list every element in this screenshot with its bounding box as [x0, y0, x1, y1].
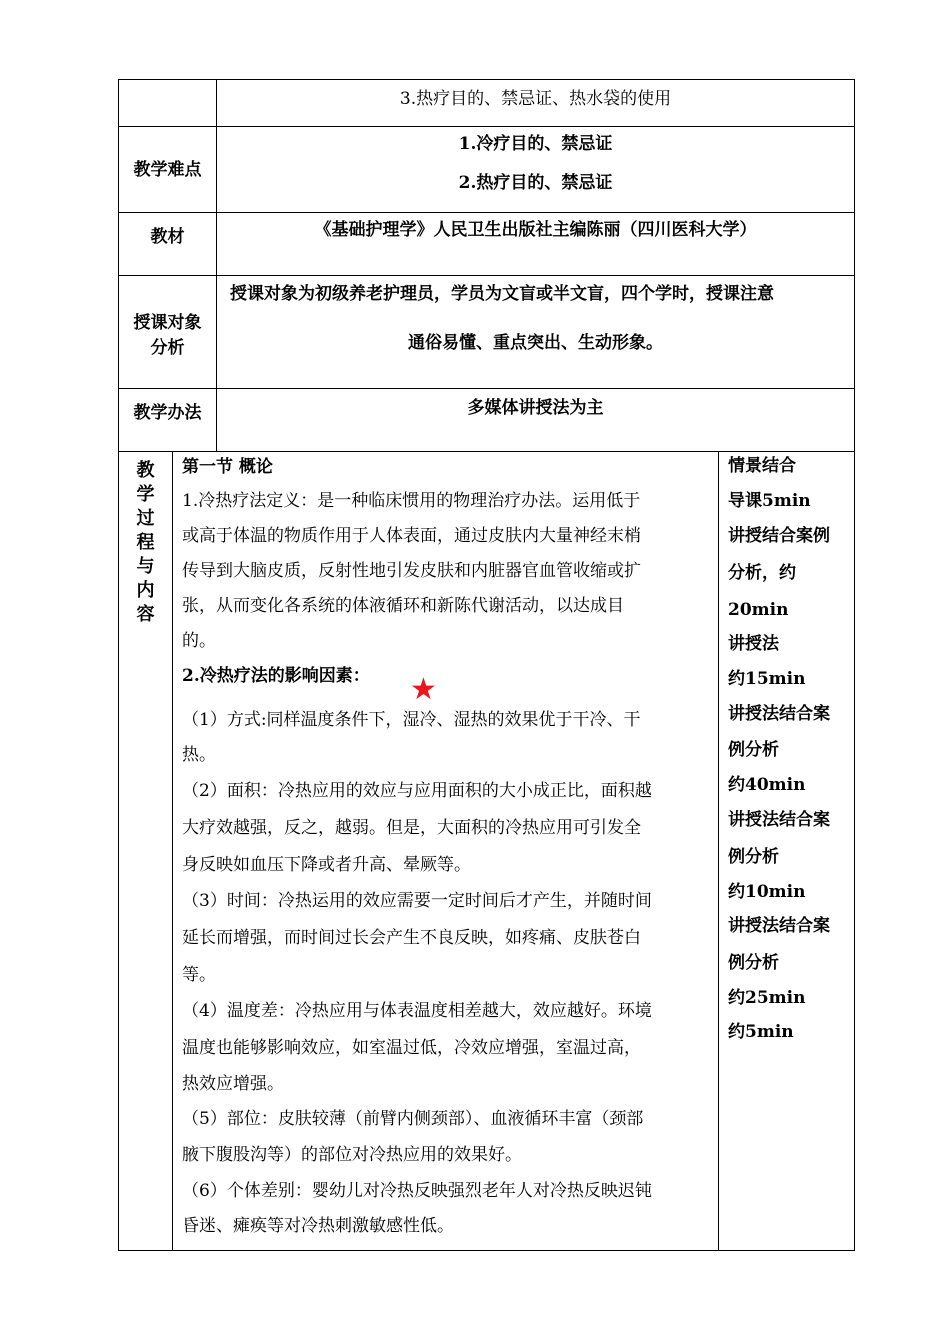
side-note: 例分析 — [728, 847, 779, 867]
side-note: 讲授法结合案 — [728, 810, 830, 830]
content-line: 的。 — [182, 631, 216, 651]
row-border — [118, 451, 855, 452]
side-note: 例分析 — [728, 953, 779, 973]
side-note: 讲授结合案例 — [728, 526, 830, 546]
content-line: 延长而增强，而时间过长会产生不良反映，如疼痛、皮肤苍白 — [182, 928, 641, 948]
col-border — [854, 79, 855, 1251]
content-line: 热效应增强。 — [182, 1074, 284, 1094]
content-line: 1.冷热疗法定义：是一种临床惯用的物理治疗办法。运用低于 — [182, 491, 641, 511]
side-note: 约10min — [728, 882, 806, 902]
side-note: 20min — [728, 600, 789, 620]
side-note: 讲授法结合案 — [728, 704, 830, 724]
side-note: 情景结合 — [728, 456, 796, 476]
audience-label-line-2: 分析 — [150, 338, 185, 358]
side-note: 例分析 — [728, 740, 779, 760]
row-border — [118, 126, 855, 127]
process-label-char: 教 — [136, 460, 155, 481]
content-line: （1）方式:同样温度条件下，湿冷、湿热的效果优于干冷、干 — [182, 710, 641, 730]
difficulty-item-2: 2.热疗目的、禁忌证 — [458, 173, 613, 193]
side-note: 讲授法结合案 — [728, 916, 830, 936]
row-border — [118, 1250, 855, 1251]
content-line: 身反映如血压下降或者升高、晕厥等。 — [182, 855, 471, 875]
row-border — [118, 275, 855, 276]
side-note: 导课5min — [728, 491, 811, 511]
col-border — [718, 451, 719, 1251]
side-note: 讲授法 — [728, 634, 779, 654]
row-border — [118, 388, 855, 389]
star-icon: ★ — [410, 672, 437, 707]
content-line: 张，从而变化各系统的体液循环和新陈代谢活动，以达成目 — [182, 596, 624, 616]
content-line: 或高于体温的物质作用于人体表面，通过皮肤内大量神经末梢 — [182, 526, 641, 546]
textbook-label: 教材 — [150, 227, 185, 247]
side-note: 约15min — [728, 669, 806, 689]
key-point-3: 3.热疗目的、禁忌证、热水袋的使用 — [399, 89, 672, 109]
process-label-char: 程 — [136, 532, 155, 553]
difficulty-item-1: 1.冷疗目的、禁忌证 — [458, 134, 613, 154]
content-line: 腋下腹股沟等）的部位对冷热应用的效果好。 — [182, 1145, 522, 1165]
col-border — [172, 451, 173, 1251]
audience-content-line-2: 通俗易懂、重点突出、生动形象。 — [408, 333, 663, 353]
content-line: 温度也能够影响效应，如室温过低，冷效应增强，室温过高， — [182, 1038, 641, 1058]
side-note: 分析，约 — [728, 563, 796, 583]
audience-content-line-1: 授课对象为初级养老护理员，学员为文盲或半文盲，四个学时，授课注意 — [230, 284, 774, 304]
process-label-char: 容 — [136, 604, 155, 625]
process-label-char: 内 — [136, 580, 155, 601]
col-border — [118, 79, 119, 1251]
method-content: 多媒体讲授法为主 — [467, 398, 604, 418]
content-line: （4）温度差：冷热应用与体表温度相差越大，效应越好。环境 — [182, 1001, 652, 1021]
content-line: 热。 — [182, 745, 216, 765]
textbook-content: 《基础护理学》人民卫生出版社主编陈丽（四川医科大学） — [314, 220, 757, 240]
side-note: 约25min — [728, 988, 806, 1008]
content-line: 大疗效越强，反之，越弱。但是，大面积的冷热应用可引发全 — [182, 818, 641, 838]
side-note: 约5min — [728, 1022, 794, 1042]
side-note: 约40min — [728, 775, 806, 795]
difficulty-label: 教学难点 — [133, 160, 202, 180]
process-label-char: 与 — [136, 556, 155, 577]
audience-label-line-1: 授课对象 — [133, 313, 202, 333]
subheading-factors: 2.冷热疗法的影响因素： — [182, 666, 370, 686]
content-line: 等。 — [182, 965, 216, 985]
content-line: （6）个体差别：婴幼儿对冷热反映强烈老年人对冷热反映迟钝 — [182, 1181, 652, 1201]
content-line: （2）面积：冷热应用的效应与应用面积的大小成正比，面积越 — [182, 781, 652, 801]
process-label-char: 过 — [136, 508, 155, 529]
row-border — [118, 79, 855, 80]
content-line: 传导到大脑皮质，反射性地引发皮肤和内脏器官血管收缩或扩 — [182, 561, 641, 581]
content-line: （5）部位：皮肤较薄（前臂内侧颈部）、血液循环丰富（颈部 — [182, 1109, 644, 1129]
process-label-char: 学 — [136, 484, 155, 505]
content-line: 昏迷、瘫痪等对冷热刺激敏感性低。 — [182, 1216, 454, 1236]
section-heading: 第一节 概论 — [182, 457, 273, 477]
method-label: 教学办法 — [133, 403, 202, 423]
row-border — [118, 212, 855, 213]
content-line: （3）时间：冷热运用的效应需要一定时间后才产生，并随时间 — [182, 891, 652, 911]
